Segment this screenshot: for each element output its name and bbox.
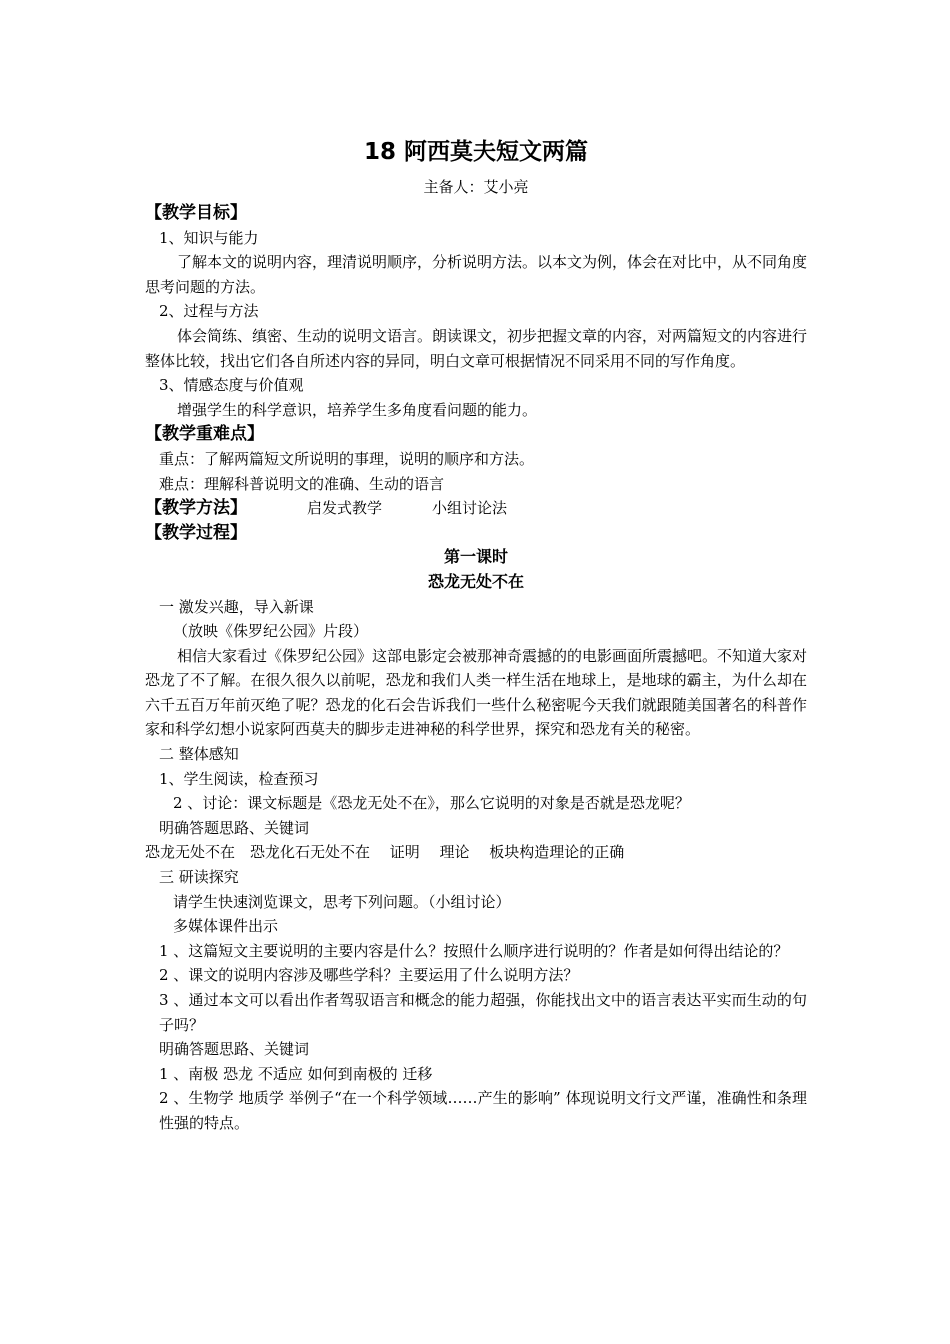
goal-2-heading: 2、过程与方法: [159, 302, 259, 321]
lesson-label: 第一课时: [443, 547, 508, 567]
author-line: 主备人：艾小亮: [423, 178, 529, 196]
section-2-hint: 明确答题思路、关键词: [159, 818, 310, 837]
goal-3-text: 增强学生的科学意识，培养学生多角度看问题的能力。: [177, 400, 538, 419]
section-3-intro: 请学生快速浏览课文，思考下列问题。（小组讨论）: [173, 892, 511, 911]
goal-3-heading: 3、情感态度与价值观: [159, 376, 304, 395]
key-point-difficulty: 难点：理解科普说明文的准确、生动的语言: [159, 474, 445, 493]
section-3-media: 多媒体课件出示: [173, 917, 279, 936]
goal-2-text: 体会简练、缜密、生动的说明文语言。朗读课文，初步把握文章的内容，对两篇短文的内容进行整体比较，找出它们各自所述内容的异同，明白文章可根据情况不同采用不同的写作角度。: [145, 326, 808, 370]
answer-1: 1 、南极 恐龙 不适应 如何到南极的 迁移: [159, 1064, 433, 1083]
goal-1-text: 了解本文的说明内容，理清说明顺序，分析说明方法。以本文为例，体会在对比中，从不同角度思考问题的方法。: [145, 253, 808, 296]
section-1-heading: 一 激发兴趣，导入新课: [159, 597, 314, 616]
section-2-answer: 恐龙无处不在 恐龙化石无处不在 证明 理论 板块构造理论的正确: [145, 843, 625, 862]
question-3: 3 、通过本文可以看出作者驾驭语言和概念的能力超强，你能找出文中的语言表达平实而生动的句子吗？: [159, 991, 807, 1034]
answer-hint: 明确答题思路、关键词: [159, 1040, 310, 1059]
methods-header: 【教学方法】: [145, 498, 247, 519]
document-title: 18 阿西莫夫短文两篇: [363, 139, 588, 165]
method-2: 小组讨论法: [432, 499, 508, 518]
section-1-text: 相信大家看过《侏罗纪公园》这部电影定会被那神奇震撼的的电影画面所震撼吧。不知道大家对恐龙了不了解。在很久很久以前呢，恐龙和我们人类一样生活在地球上，是地球的霸主，为什么却在六千五百万年前灭绝了呢？恐龙的化石会告诉我们一些什么秘密呢今天我们就跟随美国著名的科普作家和科学幻想小说家阿西莫夫的脚步走进神秘的科学世界，探究和恐龙有关的秘密。: [145, 646, 808, 739]
method-1: 启发式教学: [307, 499, 383, 518]
process-header: 【教学过程】: [145, 522, 247, 543]
lesson-title: 恐龙无处不在: [427, 571, 524, 591]
key-points-header: 【教学重难点】: [145, 424, 264, 445]
section-2-item-1: 1、学生阅读，检查预习: [159, 769, 319, 788]
question-1: 1 、这篇短文主要说明的主要内容是什么？按照什么顺序进行说明的？作者是如何得出结论的？: [159, 941, 789, 960]
key-point-focus: 重点：了解两篇短文所说明的事理，说明的顺序和方法。: [159, 449, 535, 468]
answer-2: 2 、生物学 地质学 举例子“在一个科学领域……产生的影响” 体现说明文行文严谨，准确性和条理性强的特点。: [159, 1089, 807, 1132]
section-3-heading: 三 研读探究: [159, 868, 239, 887]
methods-row: [145, 496, 807, 521]
goals-header: 【教学目标】: [145, 203, 247, 223]
section-1-note: （放映《侏罗纪公园》片段）: [173, 622, 369, 641]
document-body: [145, 135, 807, 1136]
section-2-heading: 二 整体感知: [159, 745, 239, 764]
question-2: 2 、课文的说明内容涉及哪些学科？主要运用了什么说明方法？: [159, 966, 579, 985]
section-2-item-2: 2 、讨论：课文标题是《恐龙无处不在》，那么它说明的对象是否就是恐龙呢？: [173, 794, 690, 813]
goal-1-heading: 1、知识与能力: [159, 228, 259, 247]
